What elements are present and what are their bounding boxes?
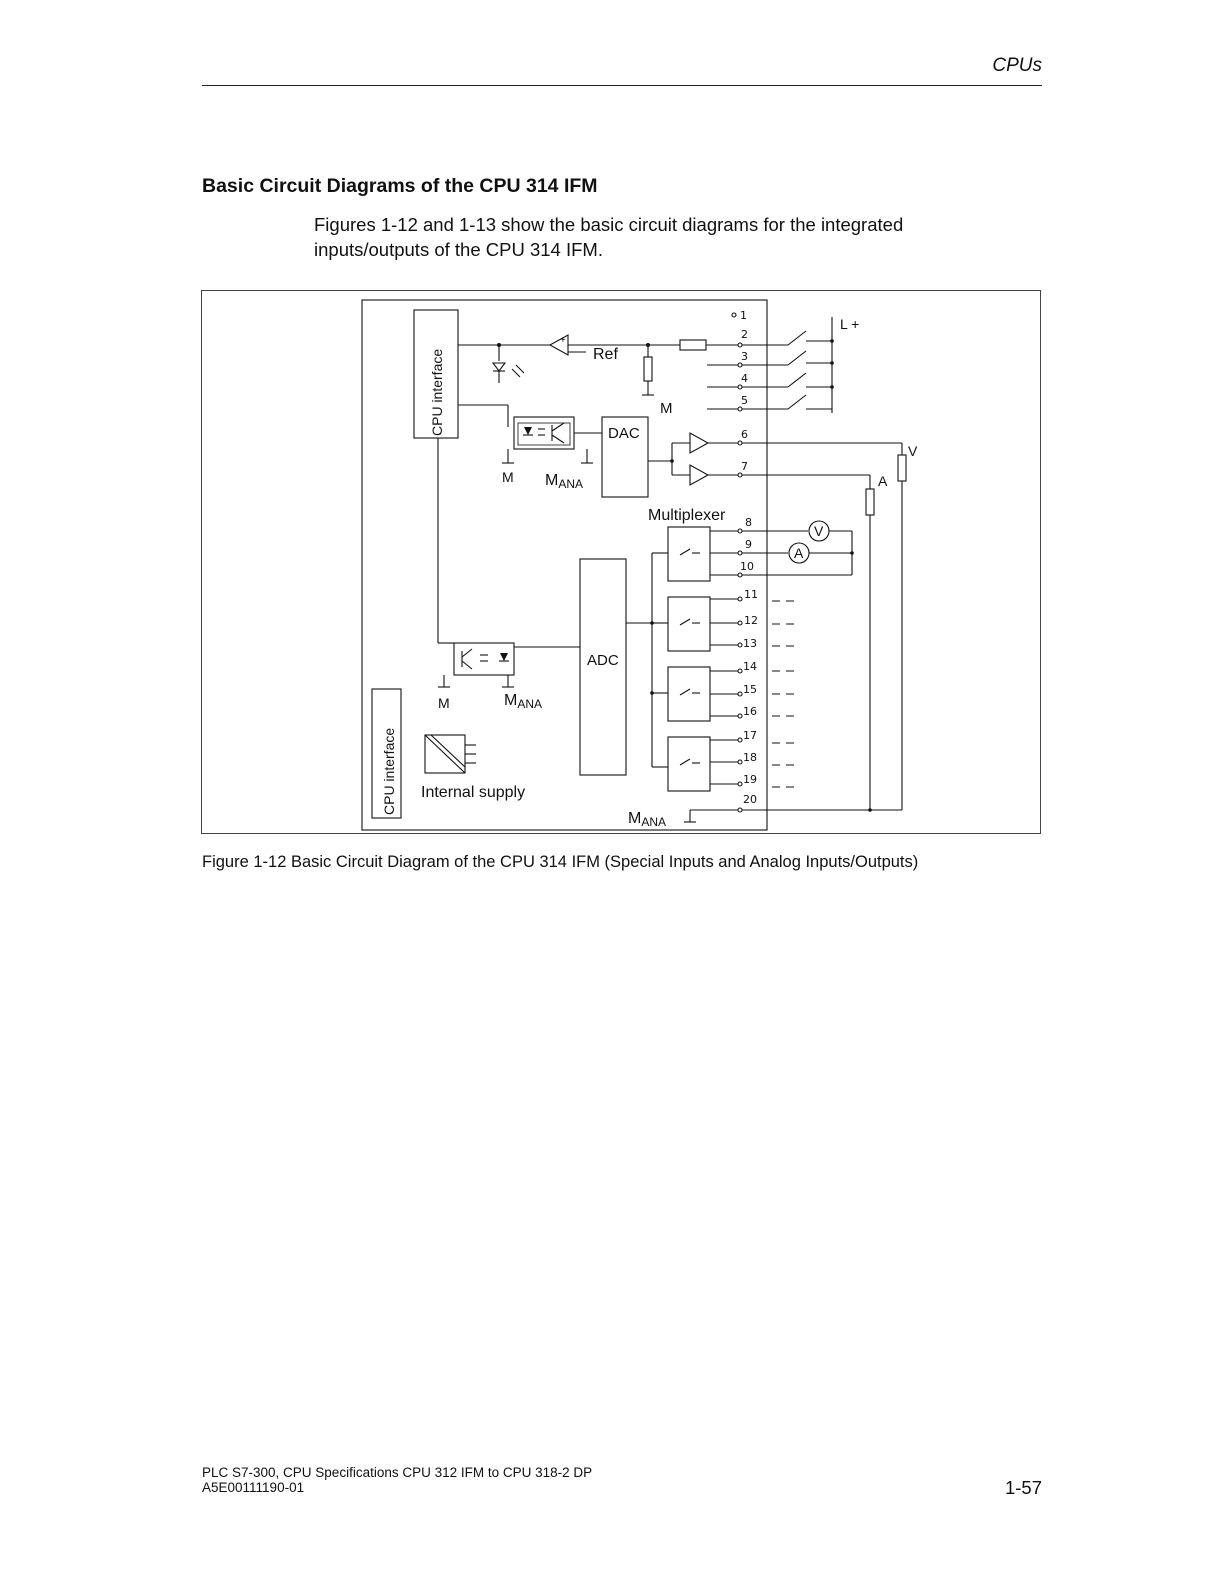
- load-resistor-a: [866, 489, 874, 515]
- header-section-title: CPUs: [992, 55, 1042, 76]
- cpu-interface-label: CPU interface: [429, 348, 445, 436]
- terminal-20: 20: [743, 793, 757, 806]
- terminal-13: 13: [743, 637, 757, 650]
- m-ana-label-opto1: MANA: [545, 472, 584, 491]
- terminal-15: 15: [743, 683, 757, 696]
- load-resistor-v: [898, 455, 906, 481]
- m-label-opto2: M: [438, 695, 450, 711]
- terminal-9: 9: [745, 538, 752, 551]
- dac-label: DAC: [608, 425, 640, 442]
- footer-page-number: 1-57: [1004, 1477, 1042, 1498]
- led-icon: [493, 363, 505, 371]
- cpu-interface-label-lower: CPU interface: [381, 727, 397, 815]
- intro-paragraph: Figures 1-12 and 1-13 show the basic circuit diagrams for the integrated inputs/outputs of the CPU 314 IFM.: [314, 214, 904, 260]
- terminal-11: 11: [744, 588, 758, 601]
- figure-caption: Figure 1-12 Basic Circuit Diagram of the CPU 314 IFM (Special Inputs and Analog Inputs/Outputs): [202, 853, 919, 871]
- section-heading: Basic Circuit Diagrams of the CPU 314 IFM: [202, 175, 598, 197]
- fuse-resistor: [680, 340, 706, 350]
- unused-input-dashes: [772, 601, 794, 787]
- terminal-5: 5: [741, 394, 748, 407]
- terminal-7: 7: [741, 460, 748, 473]
- aout-amplifier-1: [690, 433, 708, 453]
- header-rule: [202, 85, 1042, 86]
- m-label-ref: M: [660, 400, 673, 417]
- circuit-diagram-figure: [201, 290, 1041, 834]
- terminal-8: 8: [745, 516, 752, 529]
- terminal-4: 4: [741, 372, 748, 385]
- footer-document-title: PLC S7-300, CPU Specifications CPU 312 IFM to CPU 318-2 DP: [202, 1465, 593, 1480]
- optocoupler-dac: [514, 417, 574, 449]
- svg-text:+: +: [560, 335, 566, 346]
- terminal-10: 10: [740, 560, 754, 573]
- module-outline: [362, 300, 767, 830]
- terminal-16: 16: [743, 705, 757, 718]
- adc-label: ADC: [587, 652, 619, 669]
- internal-supply-label: Internal supply: [421, 784, 526, 801]
- terminal-19: 19: [743, 773, 757, 786]
- m-ana-label-terminal20: MANA: [628, 810, 667, 829]
- circuit-diagram: [202, 291, 1042, 835]
- terminal-18: 18: [743, 751, 757, 764]
- ref-label: Ref: [593, 346, 618, 363]
- multiplexer-switches: [626, 527, 738, 791]
- multiplexer-label: Multiplexer: [648, 507, 726, 524]
- terminal-17: 17: [743, 729, 757, 742]
- m-ana-label-opto2: MANA: [504, 692, 543, 711]
- l-plus-label: L +: [840, 316, 860, 332]
- ref-resistor: [644, 357, 652, 381]
- input-switches: [742, 331, 834, 409]
- ammeter-label: A: [794, 545, 804, 561]
- m-label-opto1: M: [502, 469, 514, 485]
- a-label: A: [878, 473, 888, 489]
- terminal-3: 3: [741, 350, 748, 363]
- footer-document-id: A5E00111190-01: [202, 1480, 305, 1495]
- terminal-12: 12: [744, 614, 758, 627]
- v-label: V: [908, 443, 918, 459]
- terminal-6: 6: [741, 428, 748, 441]
- terminal-2: 2: [741, 328, 748, 341]
- terminal-strip: [732, 309, 758, 812]
- aout-amplifier-2: [690, 465, 708, 485]
- voltmeter-label: V: [814, 523, 824, 539]
- terminal-14: 14: [743, 660, 757, 673]
- terminal-1: 1: [740, 309, 747, 322]
